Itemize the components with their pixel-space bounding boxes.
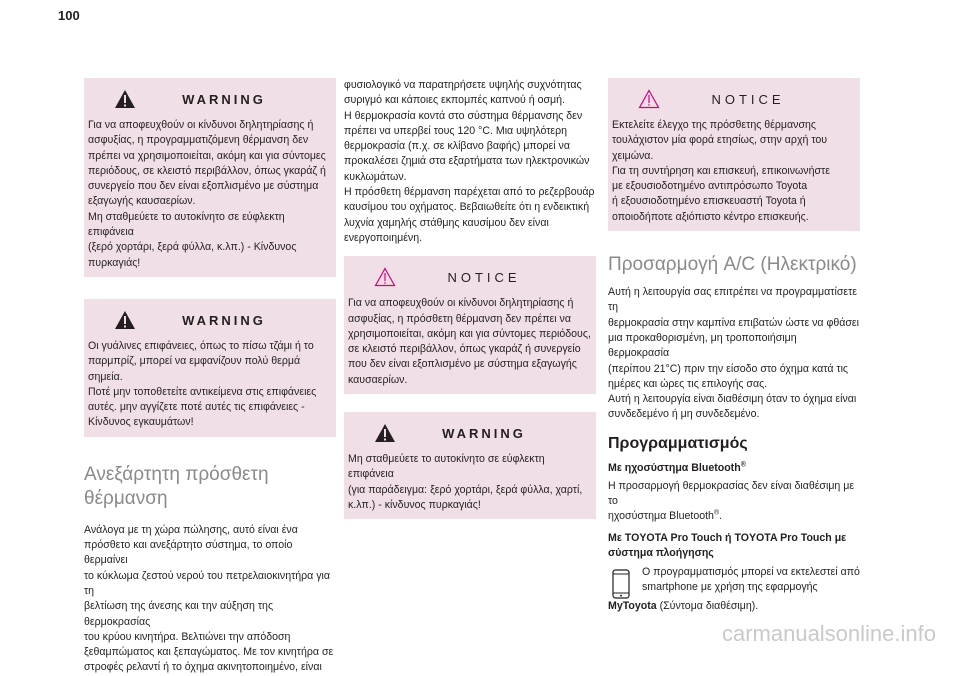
notice-box [344,256,596,394]
smartphone-row [608,565,860,599]
watermark: carmanualsonline.info [721,621,936,646]
page-number: 100 [58,8,80,23]
warning-box-1 [84,78,336,277]
notice-triangle-icon [374,267,396,287]
subsection-heading: Προγραμματισμός [608,434,748,452]
section-body: Αυτή η λειτουργία σας επιτρέπει να προγραμματίσετε τη θερμοκρασία στην καμπίνα επιβατών ώστε να φθάσει μια προκαθορισμένη, μη τροποποιήσιμη θερμοκρασία (περίπου 21°C) πριν την είσοδο στο όχημα κατά τις ημέρες και ώρες τις επιλογής σας. Αυτή η λειτουργία είναι διαθέσιμη όταν το όχημα είναι συνδεδεμένο ή μη συνδεδεμένο. [608,286,859,421]
app-name-line: MyToyota (Σύντομα διαθέσιμη). [608,599,759,612]
smartphone-icon [610,569,632,599]
notice-header [612,78,856,118]
notice-text: Για να αποφευχθούν οι κίνδυνοι δηλητηρίασης ή ασφυξίας, η πρόσθετη θέρμανση δεν πρέπει να χρησιμοποιείται, ακόμη και για σύντομες περιόδους, σε κλειστό περιβάλλον, όπως γκαράζ ή συνεργείο που δεν είναι εξοπλισμένο με σύστημα εξαγωγής καυσαερίων. [348,297,591,386]
warning-triangle-icon [114,89,136,109]
warning-title: WARNING [182,92,266,107]
column-1 [84,78,336,676]
section-heading: Ανεξάρτητη πρόσθετη θέρμανση [84,463,269,509]
warning-header [348,412,592,452]
bluetooth-subheading: Με ηχοσύστημα Bluetooth® [608,461,746,474]
warning-title: WARNING [182,312,266,328]
warning-box-2 [84,299,336,437]
protouch-subheading: Με TOYOTA Pro Touch ή TOYOTA Pro Touch με σύστημα πλοήγησης [608,531,847,559]
warning-text: Για να αποφευχθούν οι κίνδυνοι δηλητηρίασης ή ασφυξίας, η προγραμματιζόμενη θέρμανση δεν πρέπει να χρησιμοποιείται, ακόμη και για σύντομες περιόδους, σε κλειστό περιβάλλον, όπως γκαράζ ή συνεργείο που δεν είναι εξοπλισμένο με σύστημα εξαγωγής καυσαερίων. Μη σταθμεύετε το αυτοκίνητο σε εύφλεκτη επιφάνεια (ξερό χορτάρι, ξερά φύλλα, κ.λπ.) - Κίνδυνος πυρκαγιάς! [88,119,326,269]
warning-text: Οι γυάλινες επιφάνειες, όπως το πίσω τζάμι ή το παρμπρίζ, μπορεί να εμφανίζουν πολύ θερμά σημεία. Ποτέ μην τοποθετείτε αντικείμενα στις επιφάνειες αυτές. μην αγγίζετε ποτέ αυτές τις επιφάνειες - Κίνδυνος εγκαυμάτων! [88,339,317,429]
warning-triangle-icon [114,310,136,330]
continued-text: φυσιολογικό να παρατηρήσετε υψηλής συχνότητας συριγμό και κάποιες εκπομπές καπνού ή οσμή. Η θερμοκρασία κοντά στο σύστημα θέρμανσης δεν πρέπει να υπερβεί τους 120 °C. Μια υψηλότερη θερμοκρασία (π.χ. σε κλίβανο βαφής) μπορεί να προκαλέσει ζημιά στα εξαρτήματα των ηλεκτρονικών κυκλωμάτων. Η πρόσθετη θέρμανση παρέχεται από το ρεζερβουάρ καυσίμου του οχήματος. Βεβαιωθείτε ότι η ενδεικτική λυχνία χαμηλής στάθμης καυσίμου δεν είναι ενεργοποιημένη. [344,79,595,244]
notice-triangle-icon [638,89,660,109]
warning-header [88,78,332,118]
warning-text: Μη σταθμεύετε το αυτοκίνητο σε εύφλεκτη επιφάνεια (για παράδειγμα: ξερό χορτάρι, ξερά φύλλα, χαρτί, κ.λπ.) - κίνδυνος πυρκαγιάς! [348,453,583,511]
column-2 [344,78,596,519]
notice-text: Εκτελείτε έλεγχο της πρόσθετης θέρμανσης τουλάχιστον μία φορά ετησίως, στην αρχή του χειμώνα. Για τη συντήρηση και επισκευή, επικοινωνήστε με εξουσιοδοτημένο αντιπρόσωπο Toyota ή εξουσιοδοτημένο επισκευαστή Toyota ή οποιοδήποτε αξιόπιστο κέντρο επισκευής. [612,119,830,223]
section-body: Ανάλογα με τη χώρα πώλησης, αυτό είναι ένα πρόσθετο και ανεξάρτητο σύστημα, το οποίο θερμαίνει το κύκλωμα ζεστού νερού του πετρελαιοκινητήρα για τη βελτίωση της άνεσης και την αύξηση της θερμοκρασίας του κρύου κινητήρα. Βελτιώνει την απόδοση ξεθαμπώματος και ξεπαγώματος. Με τον κινητήρα σε στροφές ρελαντί ή το όχημα ακινητοποιημένο, είναι [84,523,334,674]
notice-title: NOTICE [711,92,785,107]
notice-header [348,256,592,296]
notice-box [608,78,860,231]
warning-box-3 [344,412,596,519]
bluetooth-text: Η προσαρμογή θερμοκρασίας δεν είναι διαθέσιμη με το ηχοσύστημα Bluetooth®. [608,479,855,523]
warning-triangle-icon [374,423,396,443]
warning-header [88,299,332,339]
warning-title: WARNING [442,426,526,442]
smartphone-text: Ο προγραμματισμός μπορεί να εκτελεστεί από smartphone με χρήση της εφαρμογής [642,565,860,593]
section-heading: Προσαρμογή A/C (Ηλεκτρικό) [608,254,857,276]
column-3 [608,78,860,614]
notice-title: NOTICE [447,270,521,286]
